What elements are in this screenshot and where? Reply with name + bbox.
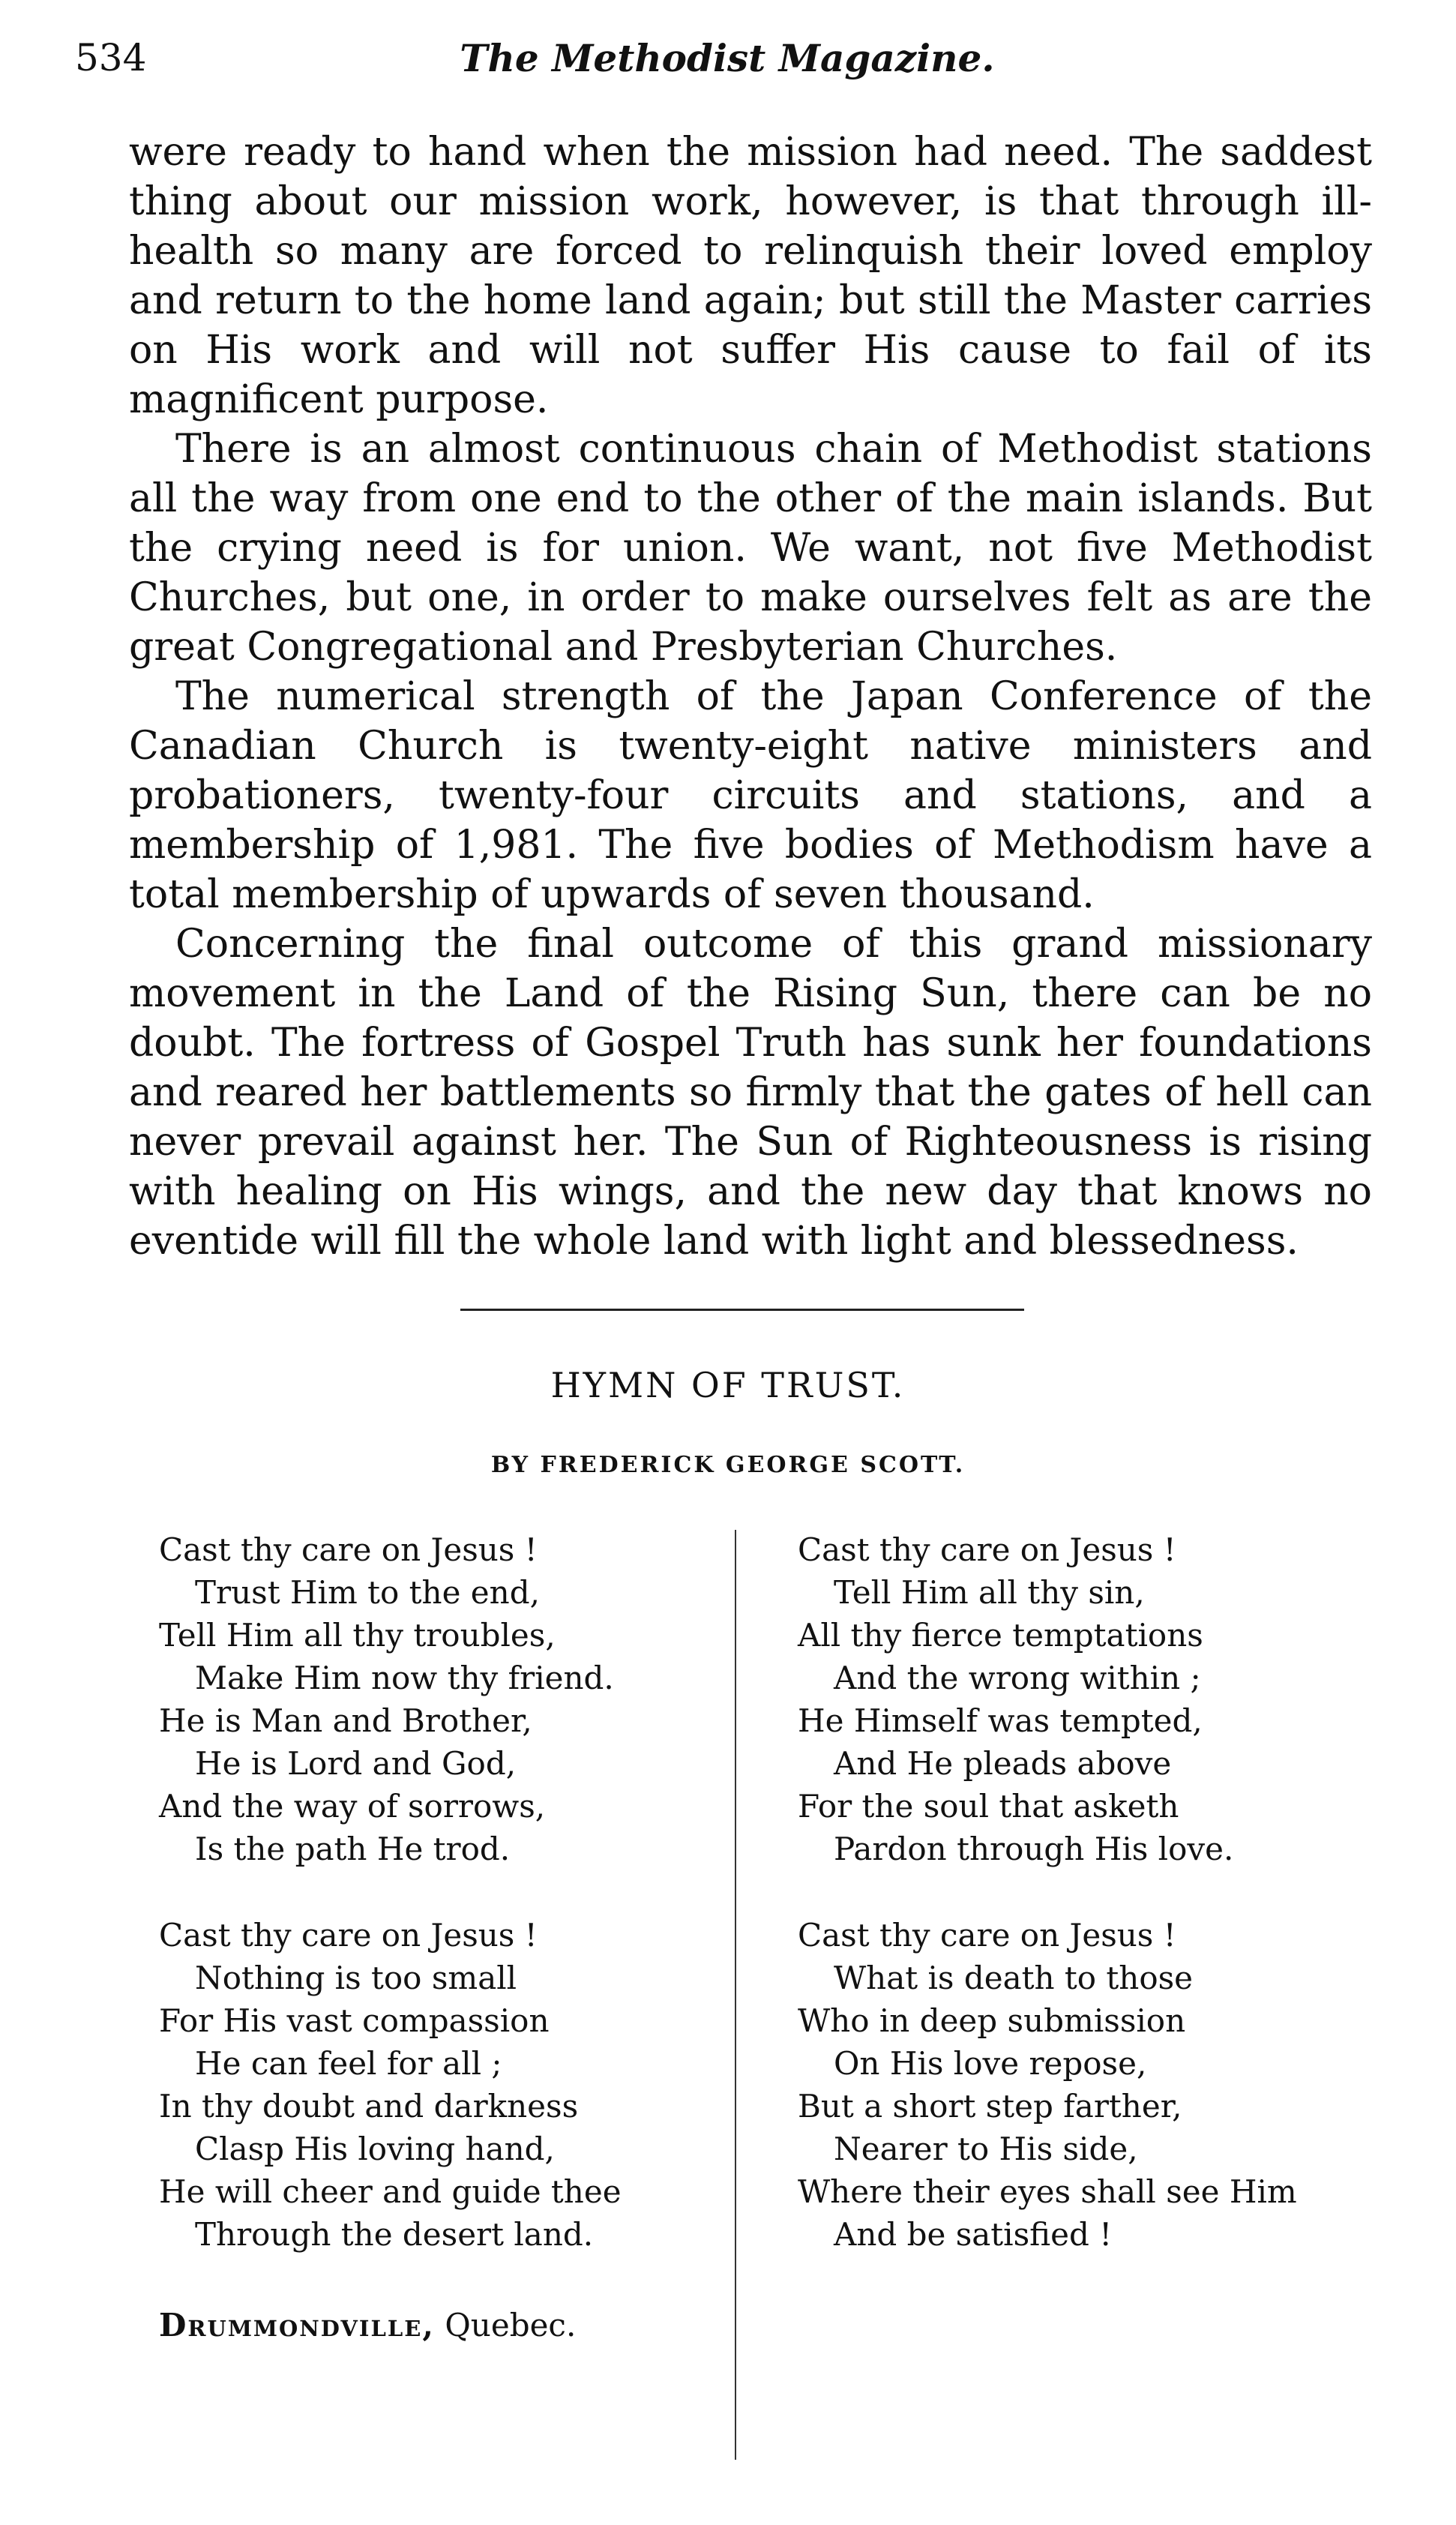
verse-line: Cast thy care on Jesus ! [159,1917,538,1954]
hymn-byline: BY FREDERICK GEORGE SCOTT. [490,1452,966,1478]
verse-line: Where their eyes shall see Him [798,2173,1297,2210]
magazine-title: The Methodist Magazine. [460,36,995,80]
verse-line: Tell Him all thy sin, [834,1574,1145,1611]
running-head [75,36,1380,88]
verse-line: Trust Him to the end, [195,1574,540,1611]
verse-line: And the wrong within ; [834,1660,1201,1696]
column-rule [735,1530,736,2460]
verse-line: And He pleads above [834,1745,1172,1782]
verse-line: Cast thy care on Jesus ! [798,1531,1176,1568]
article-body [129,127,1372,1266]
verse-line: And the way of sorrows, [159,1788,546,1825]
verse-line: All thy fierce temptations [798,1617,1203,1654]
dateline-place: Drummondville, [159,2307,435,2344]
hymn-left-column [159,1528,744,2299]
verse-line: Who in deep submission [798,2002,1186,2039]
verse-line: Through the desert land. [195,2216,594,2253]
stanza [159,1914,744,2256]
verse-line: For the soul that asketh [798,1788,1179,1825]
stanza [798,1528,1383,1870]
verse-line: He is Man and Brother, [159,1702,532,1739]
hymn-title: HYMN OF TRUST. [550,1365,906,1405]
verse-line: What is death to those [834,1960,1194,1996]
dateline-region: Quebec. [435,2307,577,2344]
page-number: 534 [75,36,147,79]
stanza [159,1528,744,1870]
stanza [798,1914,1383,2256]
verse-line: In thy doubt and darkness [159,2088,579,2125]
verse-line: Cast thy care on Jesus ! [159,1531,538,1568]
section-divider [460,1309,1024,1311]
verse-line: Is the path He trod. [195,1831,511,1867]
paragraph: There is an almost continuous chain of Methodist stations all the way from one end to the other of the main islands. But the crying need is for union. We want, not five Methodist Churches, but one, in order to make ourselves felt as are the great Congregational and Presbyterian Churches. [129,427,1372,670]
verse-line: Tell Him all thy troubles, [159,1617,556,1654]
verse-line: For His vast compassion [159,2002,550,2039]
verse-line: Nothing is too small [195,1960,517,1996]
dateline [159,2307,576,2344]
verse-line: But a short step farther, [798,2088,1182,2125]
verse-line: He Himself was tempted, [798,1702,1203,1739]
verse-line: Clasp His loving hand, [195,2131,555,2167]
verse-line: He will cheer and guide thee [159,2173,622,2210]
paragraph: Concerning the final outcome of this grand missionary movement in the Land of the Rising Sun, there can be no doubt. The fortress of Gospel Truth has sunk her foundations and reared her battlements so firmly that the gates of hell can never prevail against her. The Sun of Righteousness is rising with healing on His wings, and the new day that knows no eventide will fill the whole land with light and blessedness. [129,922,1372,1264]
verse-line: Pardon through His love. [834,1831,1234,1867]
verse-line: Make Him now thy friend. [195,1660,614,1696]
verse-line: And be satisfied ! [834,2216,1113,2253]
verse-line: He can feel for all ; [195,2045,502,2082]
hymn-right-column [798,1528,1383,2299]
verse-line: Nearer to His side, [834,2131,1138,2167]
paragraph: The numerical strength of the Japan Conference of the Canadian Church is twenty-eight native ministers and probationers, twenty-four circuits and stations, and a membership of 1,981. The five bodies of Methodism have a total membership of upwards of seven thousand. [129,674,1372,917]
paragraph: were ready to hand when the mission had need. The saddest thing about our mission work, however, is that through ill-health so many are forced to relinquish their loved employ and return to the home land again; but still the Master carries on His work and will not suffer His cause to fail of its magnificent purpose. [129,130,1372,422]
verse-line: Cast thy care on Jesus ! [798,1917,1176,1954]
verse-line: He is Lord and God, [195,1745,517,1782]
verse-line: On His love repose, [834,2045,1147,2082]
